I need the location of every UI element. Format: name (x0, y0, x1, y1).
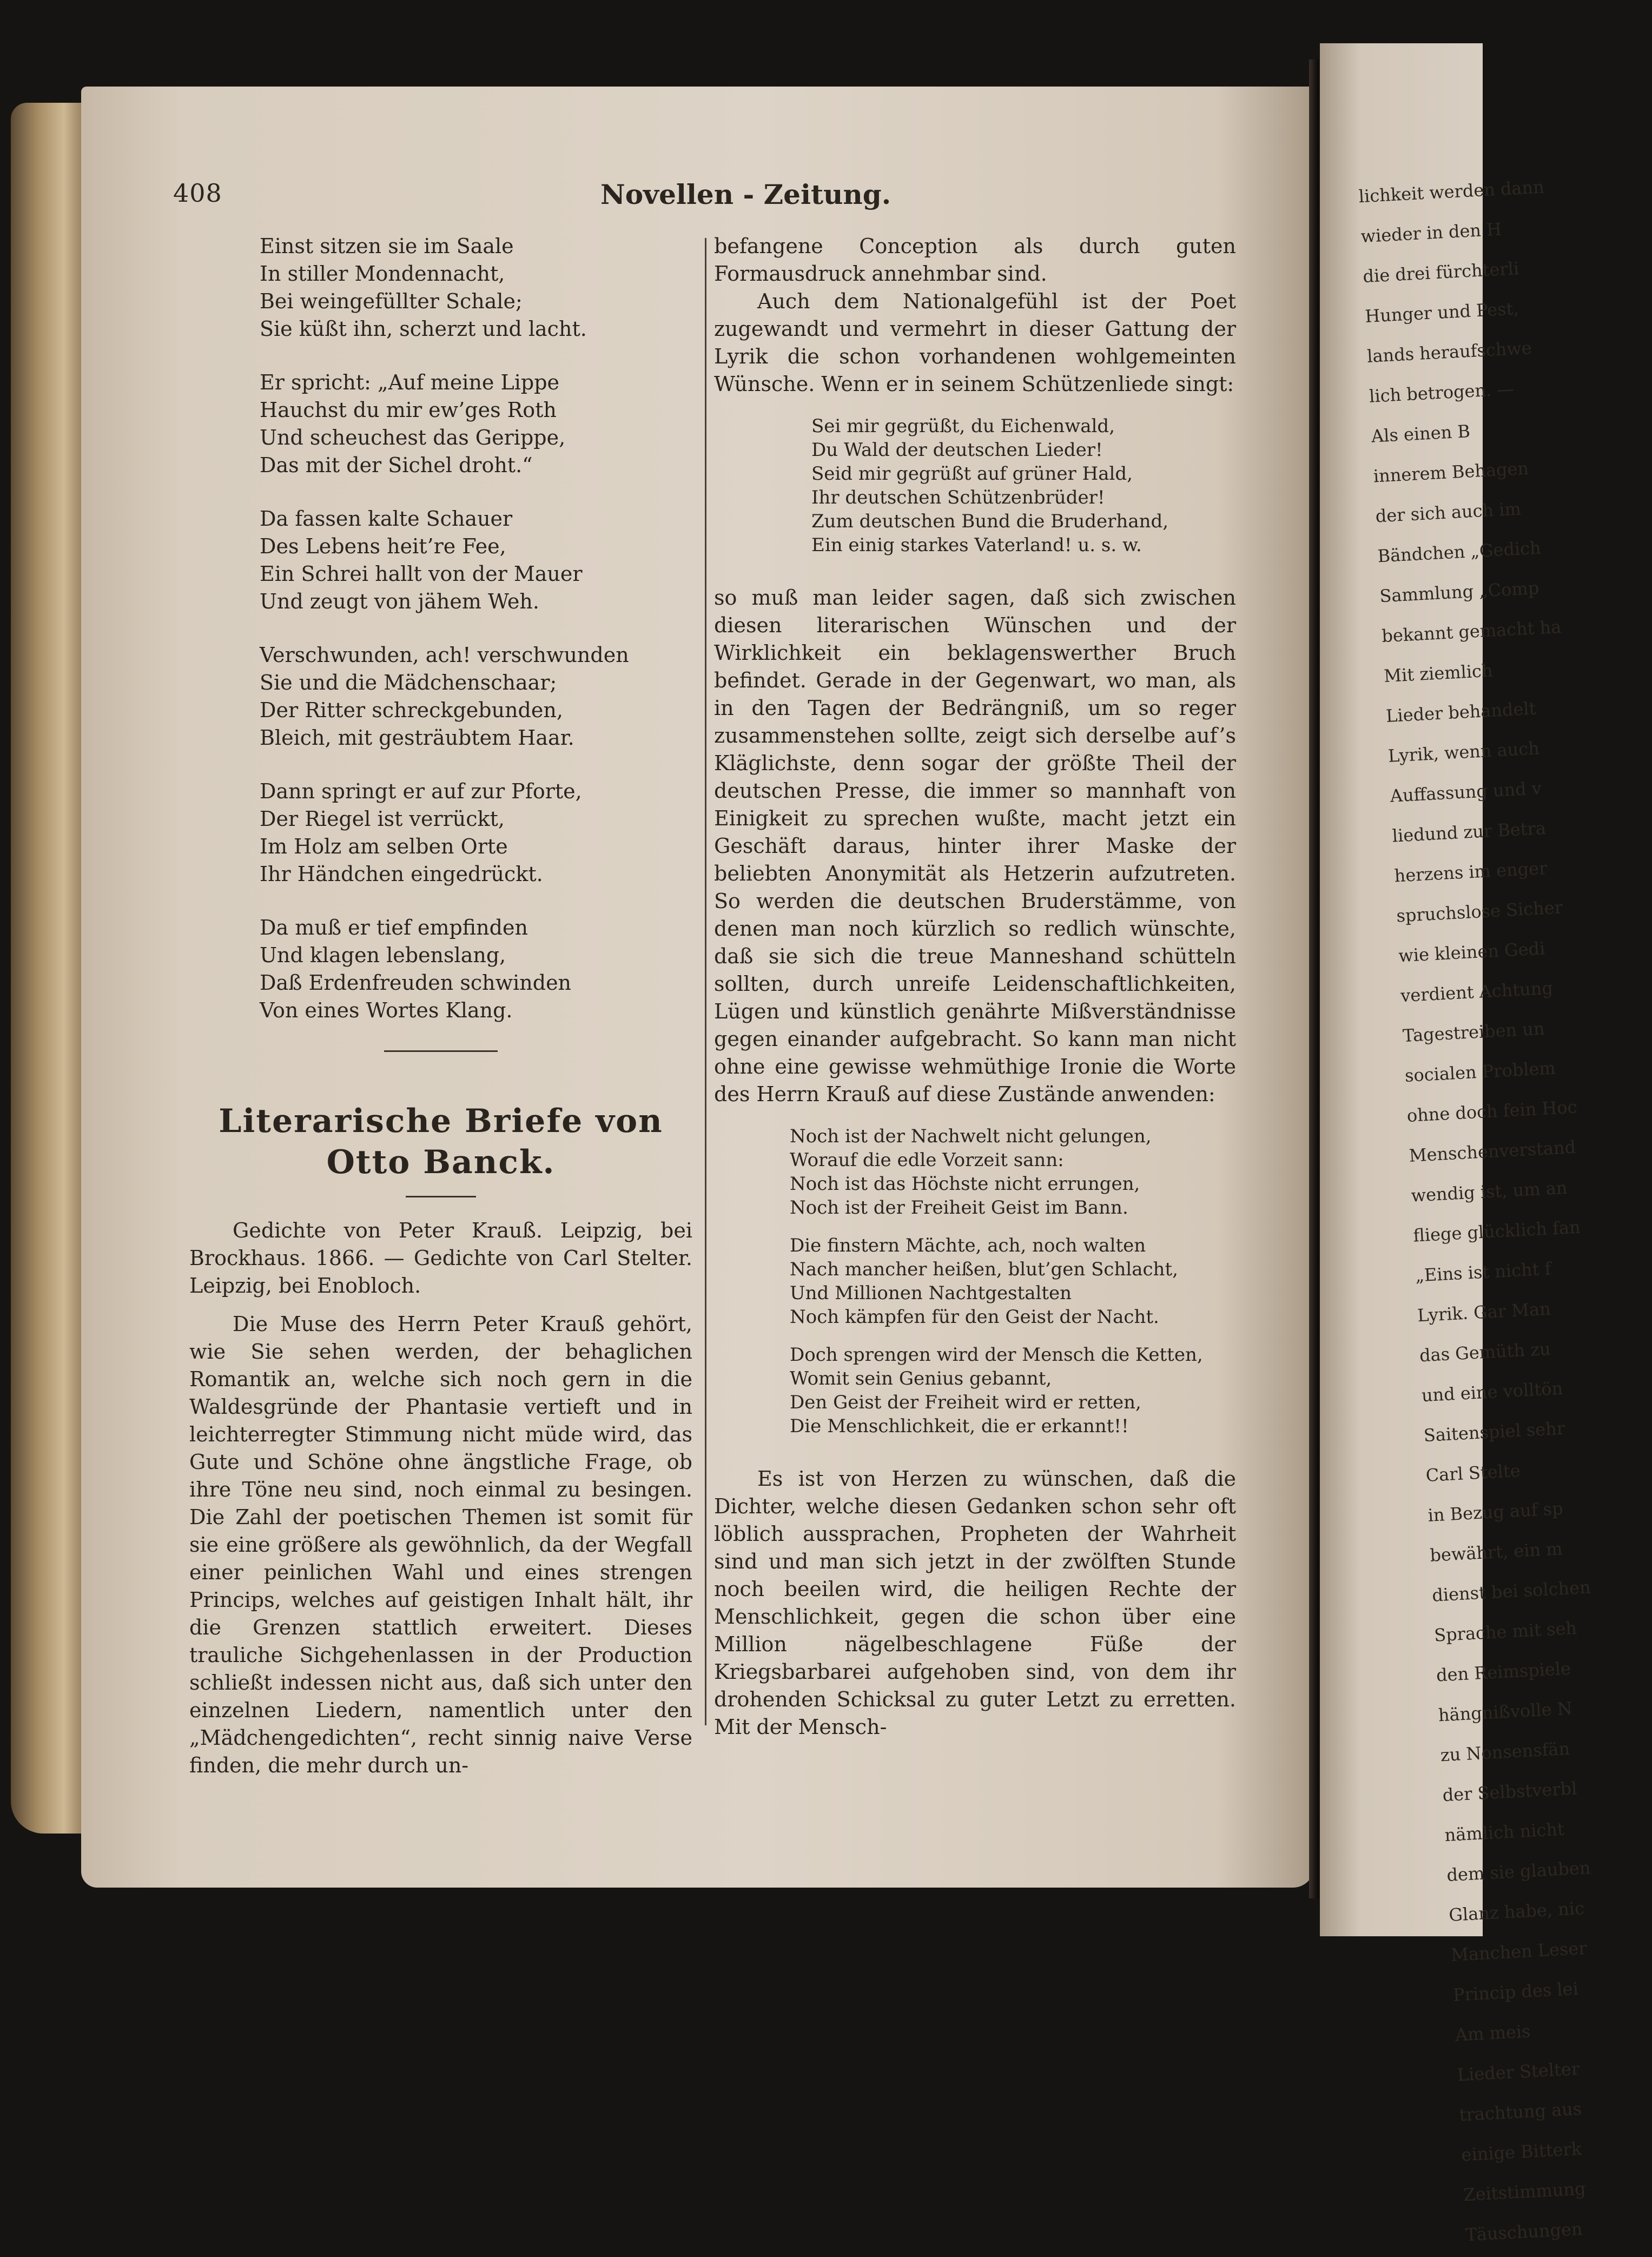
poem-line: Ihr Händchen eingedrückt. (260, 862, 543, 886)
facing-page-line: Sammlung „Comp (1379, 577, 1540, 607)
poem-line: Daß Erdenfreuden schwinden (260, 971, 572, 995)
quote-line: Und Millionen Nachtgestalten (790, 1282, 1072, 1304)
bibliography-note: Gedichte von Peter Krauß. Leipzig, bei Brockhaus. 1866. — Gedichte von Carl Stelter. Leipzig, bei Enobloch. (189, 1219, 692, 1298)
poem-stanza (260, 641, 692, 752)
facing-page-line: herzens im enger (1393, 857, 1548, 886)
facing-page-line: Mit ziemlich (1383, 660, 1494, 687)
article-title: Literarische Briefe von Otto Banck. (219, 1102, 663, 1181)
poem-line: Und zeugt von jähem Weh. (260, 590, 539, 613)
poem-line: Der Ritter schreckgebunden, (260, 698, 563, 722)
right-column (714, 233, 1236, 1741)
quote-line: Doch sprengen wird der Mensch die Ketten, (790, 1344, 1203, 1366)
book-page-edges (11, 103, 87, 1834)
poem-line: Im Holz am selben Orte (260, 835, 508, 858)
facing-page-line: Lyrik, wenn auch (1387, 738, 1540, 766)
facing-page-line: dem sie glauben (1446, 1857, 1591, 1886)
facing-page (1320, 43, 1591, 2246)
section-divider (384, 1050, 498, 1052)
facing-page-line: ohne doch fein Hoc (1406, 1096, 1578, 1126)
quote-line: Noch ist das Höchste nicht errungen, (790, 1173, 1140, 1195)
poem (189, 233, 692, 1024)
facing-page-line: verdient Achtung (1400, 977, 1554, 1007)
quote-line: Seid mir gegrüßt auf grüner Hald, (811, 463, 1133, 485)
poem-line: Und scheuchest das Gerippe, (260, 426, 566, 449)
poem-stanza (260, 233, 692, 343)
poem-line: Verschwunden, ach! verschwunden (260, 643, 629, 667)
facing-page-line: der sich auch im (1375, 498, 1522, 527)
poem-line: Hauchst du mir ew’ges Roth (260, 398, 557, 422)
facing-page-line: bewährt, ein m (1429, 1538, 1563, 1566)
facing-page-line: liedund zur Betra (1391, 817, 1547, 846)
facing-page-line: lichkeit werden dann (1358, 176, 1545, 207)
poem-line: Der Riegel ist verrückt, (260, 807, 505, 831)
facing-page-line: Sprache mit seh (1433, 1617, 1577, 1646)
running-title: Novellen - Zeitung. (600, 178, 891, 210)
poem-line: Er spricht: „Auf meine Lippe (260, 370, 560, 394)
page-number: 408 (173, 178, 222, 208)
column-divider (705, 238, 706, 1725)
poem-line: Sie küßt ihn, scherzt und lacht. (260, 317, 587, 341)
poem-stanza (260, 369, 692, 479)
article-paragraph-1: Die Muse des Herrn Peter Krauß gehört, wie Sie sehen werden, der behaglichen Romantik an, welche sich noch gern in die Waldesgründe der Phantasie vertieft und in leichterregter Stimmung nicht müde wird, das Gute und Schöne ohne ängstliche Frage, ob ihre Töne neu sind, noch einmal zu besingen. Die Zahl der poetischen Themen ist somit für sie eine größere als gewöhnlich, da der Wegfall einer peinlichen Wahl und eines strengen Princips, welches auf geistigen Inhalt hält, ihr die Grenzen stattlich erweitert. Dieses trauliche Sichgehenlassen in der Production schließt indessen nicht aus, daß sich unter den einzelnen Liedern, namentlich unter den „Mädchengedichten“, recht sinnig naive Verse finden, die mehr durch un- (189, 1312, 692, 1777)
facing-page-line: lich betrogen. — (1369, 378, 1515, 407)
facing-page-line: socialen Problem (1404, 1057, 1556, 1087)
quote-line: Du Wald der deutschen Lieder! (811, 439, 1103, 461)
page-header (173, 178, 1233, 222)
facing-page-line: wendig ist, um an (1410, 1177, 1568, 1206)
facing-page-line: „Eins ist nicht f (1415, 1258, 1552, 1286)
poem-stanza (260, 505, 692, 615)
facing-page-line: der Selbstverbl (1442, 1778, 1578, 1806)
facing-page-text (1320, 167, 1652, 2256)
quote-line: Nach mancher heißen, blut’gen Schlacht, (790, 1259, 1178, 1280)
quote-line: Die finstern Mächte, ach, noch walten (790, 1235, 1146, 1256)
quote-line: Noch ist der Freiheit Geist im Bann. (790, 1197, 1128, 1219)
poem-line: Und klagen lebenslang, (260, 943, 506, 967)
facing-page-line: spruchslose Sicher (1396, 897, 1563, 926)
facing-page-line: in Bezug auf sp (1427, 1498, 1564, 1526)
quote-line: Noch ist der Nachwelt nicht gelungen, (790, 1126, 1152, 1147)
article-paragraph-3: so muß man leider sagen, daß sich zwischen diesen literarischen Wünschen und der Wirklichkeit ein beklagenswerther Bruch befindet. Gerade in der Gegenwart, wo man, als in den Tagen der Bedrängniß, um so reger zusammenstehen sollte, zeigt sich derselbe auf’s Kläglichste, denn sogar der größte Theil der deutschen Presse, die immer so mannhaft von Einigkeit zu sprechen wußte, macht jetzt ein Geschäft daraus, hinter ihrer Maske der beliebten Anonymität als Hetzerin aufzutreten. So werden die deutschen Bruderstämme, von denen man noch kürzlich so redlich wünschte, daß sie sich die treue Manneshand schütteln sollten, durch unreife Leidenschaftlichkeiten, Lügen und künstlich genährte Mißverständnisse gegen einander aufgebracht. So kann man nicht ohne eine gewisse wehmüthige Ironie die Worte des Herrn Krauß auf diese Zustände anwenden: (714, 586, 1236, 1106)
facing-page-line: wieder in den H (1360, 219, 1502, 247)
facing-page-line: und eine volltön (1421, 1378, 1563, 1406)
facing-page-line: wie kleinen Gedi (1398, 938, 1546, 967)
facing-page-line: hängnißvolle N (1438, 1698, 1573, 1726)
facing-page-line: Am meis (1454, 2021, 1531, 2046)
quote-line: Womit sein Genius gebannt, (790, 1368, 1052, 1389)
facing-page-line: innerem Behagen (1372, 458, 1529, 487)
facing-page-line: Zeitstimmung (1463, 2178, 1587, 2206)
facing-page-line: lands heraufschwe (1366, 337, 1532, 367)
facing-page-line: trachtung aus (1458, 2098, 1583, 2126)
poem-line: Bleich, mit gesträubtem Haar. (260, 726, 574, 750)
title-rule (406, 1196, 476, 1197)
poem-line: Bei weingefüllter Schale; (260, 289, 523, 313)
facing-page-line: den Reimspiele (1436, 1658, 1571, 1686)
facing-page-line: Lyrik. Gar Man (1417, 1298, 1551, 1326)
quote-line: Noch kämpfen für den Geist der Nacht. (790, 1306, 1159, 1328)
facing-page-line: fliege glücklich fan (1412, 1216, 1581, 1246)
facing-page-line: Auffassung und v (1389, 778, 1542, 806)
facing-page-line: Tagestreiben un (1402, 1018, 1545, 1047)
quote-nachwelt (714, 1124, 1236, 1438)
facing-page-line: Menschenverstand (1408, 1136, 1576, 1166)
poem-line: In stiller Mondennacht, (260, 262, 505, 286)
poem-line: Dann springt er auf zur Pforte, (260, 779, 582, 803)
facing-page-line: Glanz habe, nic (1448, 1897, 1585, 1925)
facing-page-line: Manchen Leser (1450, 1937, 1588, 1965)
poem-line: Des Lebens heit’re Fee, (260, 534, 506, 558)
quote-schuetzenlied (714, 414, 1236, 557)
continuation-text: befangene Conception als durch guten Formausdruck annehmbar sind. (714, 234, 1236, 286)
poem-line: Von eines Wortes Klang. (260, 998, 513, 1022)
article-paragraph-4: Es ist von Herzen zu wünschen, daß die Dichter, welche diesen Gedanken schon sehr oft löblich aussprachen, Propheten der Wahrheit sind und man sich jetzt in der zwölften Stunde noch beeilen wird, die heiligen Rechte der Menschlichkeit, gegen die schon über eine Million nägelbeschlagene Füße der Kriegsbarbarei aufgehoben sind, von dem ihr drohenden Schicksal zu guter Letzt zu erretten. Mit der Mensch- (714, 1467, 1236, 1739)
facing-page-line: Täuschungen (1465, 2218, 1583, 2246)
facing-page-line: das Gemüth zu (1419, 1338, 1551, 1366)
poem-stanza (260, 914, 692, 1024)
facing-page-line: die drei fürchterli (1362, 257, 1519, 287)
facing-page-line: nämlich nicht (1444, 1818, 1565, 1846)
quote-line: Worauf die edle Vorzeit sann: (790, 1149, 1064, 1171)
poem-line: Einst sitzen sie im Saale (260, 234, 514, 258)
poem-line: Da muß er tief empfinden (260, 916, 528, 939)
stanza-gap (790, 1220, 1236, 1234)
article-paragraph-2: Auch dem Nationalgefühl ist der Poet zugewandt und vermehrt in dieser Gattung der Lyrik die schon vorhandenen wohlgemeinten Wünsche. Wenn er in seinem Schützenliede singt: (714, 289, 1236, 396)
quote-line: Zum deutschen Bund die Bruderhand, (811, 511, 1169, 532)
facing-page-line: Als einen B (1371, 421, 1471, 447)
facing-page-line: einige Bitterk (1461, 2138, 1583, 2166)
poem-line: Das mit der Sichel droht.“ (260, 453, 533, 477)
quote-line: Sei mir gegrüßt, du Eichenwald, (811, 415, 1115, 437)
facing-page-line: zu Nonsensfän (1439, 1738, 1570, 1766)
quote-line: Ein einig starkes Vaterland! u. s. w. (811, 534, 1142, 556)
facing-page-line: bekannt gemacht ha (1381, 616, 1562, 647)
quote-line: Die Menschlichkeit, die er erkannt!! (790, 1415, 1129, 1437)
facing-page-line: Princip des lei (1452, 1978, 1579, 2006)
poem-stanza (260, 778, 692, 888)
quote-line: Den Geist der Freiheit wird er retten, (790, 1392, 1141, 1413)
left-column (189, 233, 692, 1779)
quote-line: Ihr deutschen Schützenbrüder! (811, 487, 1105, 508)
facing-page-line: Bändchen „Gedich (1377, 537, 1542, 567)
facing-page-line: Lieder behandelt (1385, 698, 1537, 726)
poem-line: Sie und die Mädchenschaar; (260, 671, 557, 694)
facing-page-line: Hunger und Pest, (1364, 298, 1519, 327)
poem-line: Da fassen kalte Schauer (260, 507, 513, 531)
facing-page-line: Carl Stelte (1425, 1460, 1521, 1486)
stanza-gap (790, 1329, 1236, 1343)
facing-page-line: Lieder Stelter (1456, 2058, 1580, 2086)
facing-page-line: dienst bei solchen (1431, 1577, 1591, 1606)
poem-line: Ein Schrei hallt von der Mauer (260, 562, 583, 586)
facing-page-line: Saitenspiel sehr (1423, 1418, 1565, 1446)
